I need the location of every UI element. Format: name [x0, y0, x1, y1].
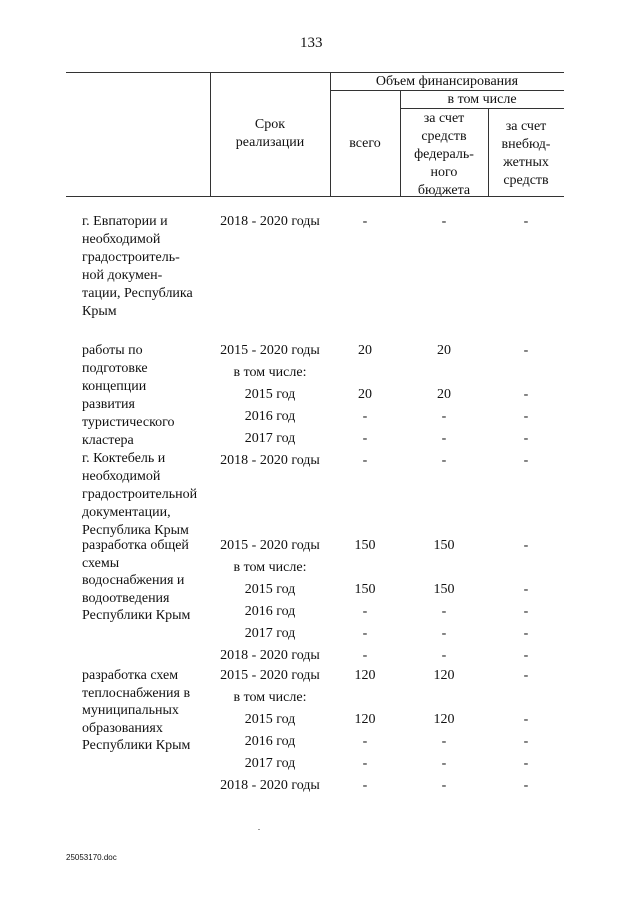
extrabudget-cell: -: [523, 604, 529, 619]
total-cell: -: [362, 778, 368, 793]
extrabudget-cell: -: [523, 453, 529, 468]
period-cell: 2017 год: [244, 431, 296, 446]
item-name-line: работы по: [82, 343, 143, 358]
item-name-line: водоотведения: [82, 590, 170, 606]
total-header: всего: [349, 136, 381, 151]
item-name-line: необходимой: [82, 232, 161, 247]
period-cell: 2018 - 2020 годы: [220, 214, 320, 229]
extrabudget-header-line: жетных: [503, 155, 549, 170]
item-name-line: образованиях: [82, 720, 163, 736]
total-cell: 150: [354, 582, 376, 597]
extrabudget-header-line: средств: [503, 173, 549, 188]
total-cell: -: [362, 648, 368, 663]
item-name-line: г. Коктебель и: [82, 451, 166, 466]
extrabudget-cell: -: [523, 626, 529, 641]
total-cell: 150: [354, 538, 376, 553]
including-header: в том числе: [447, 92, 517, 107]
extrabudget-cell: -: [523, 387, 529, 402]
federal-cell: -: [441, 409, 447, 424]
item-name-line: Республики Крым: [82, 608, 191, 623]
item-name-line: развития: [82, 397, 135, 412]
item-name-line: г. Евпатории и: [82, 214, 168, 229]
item-name-line: концепции: [82, 379, 147, 394]
item-name-line: подготовке: [82, 361, 148, 376]
period-cell: 2016 год: [244, 734, 296, 749]
period-cell: в том числе:: [233, 560, 307, 575]
federal-cell: -: [441, 453, 447, 468]
period-cell: 2017 год: [244, 756, 296, 771]
period-header: [210, 116, 330, 152]
extrabudget-header-line: внебюд-: [501, 137, 551, 152]
federal-cell: -: [441, 778, 447, 793]
period-cell: 2015 - 2020 годы: [220, 538, 320, 553]
federal-cell: -: [441, 734, 447, 749]
period-cell: 2016 год: [244, 604, 296, 619]
extrabudget-cell: -: [523, 409, 529, 424]
extrabudget-cell: -: [523, 538, 529, 553]
total-cell: -: [362, 756, 368, 771]
item-name-line: ной докумен-: [82, 268, 163, 283]
extrabudget-header: [488, 118, 564, 190]
period-cell: 2015 - 2020 годы: [220, 668, 320, 683]
item-name-line: необходимой: [82, 469, 161, 484]
item-name-line: градостроитель-: [82, 250, 180, 265]
federal-cell: 150: [433, 538, 455, 553]
period-cell: 2017 год: [244, 626, 296, 641]
federal-cell: -: [441, 214, 447, 229]
total-cell: 20: [358, 387, 372, 402]
period-cell: 2016 год: [244, 409, 296, 424]
item-name-line: водоснабжения и: [82, 573, 185, 588]
page-number: 133: [300, 35, 323, 51]
period-cell: 2018 - 2020 годы: [220, 453, 320, 468]
period-cell: 2018 - 2020 годы: [220, 778, 320, 793]
period-cell: 2015 год: [244, 582, 296, 597]
extrabudget-cell: -: [523, 712, 529, 727]
federal-cell: -: [441, 648, 447, 663]
page-artifact: [258, 829, 260, 830]
item-name-line: Крым: [82, 304, 117, 319]
item-name-line: кластера: [82, 433, 134, 448]
extrabudget-cell: -: [523, 582, 529, 597]
total-cell: 120: [354, 712, 376, 727]
item-name-line: Республика Крым: [82, 523, 189, 538]
total-cell: -: [362, 214, 368, 229]
federal-cell: -: [441, 756, 447, 771]
total-cell: -: [362, 734, 368, 749]
extrabudget-cell: -: [523, 431, 529, 446]
period-cell: 2015 год: [244, 712, 296, 727]
extrabudget-cell: -: [523, 778, 529, 793]
extrabudget-cell: -: [523, 756, 529, 771]
extrabudget-cell: -: [523, 214, 529, 229]
federal-cell: -: [441, 431, 447, 446]
extrabudget-cell: -: [523, 734, 529, 749]
funding-header: Объем финансирования: [375, 74, 519, 89]
header-bottom-rule: [66, 196, 564, 197]
federal-cell: 120: [433, 712, 455, 727]
item-name-line: Республики Крым: [82, 738, 191, 753]
federal-header: [400, 110, 488, 200]
item-name-line: тации, Республика: [82, 286, 193, 301]
item-name-line: туристического: [82, 415, 175, 430]
federal-cell: -: [441, 626, 447, 641]
federal-cell: -: [441, 604, 447, 619]
period-cell: 2018 - 2020 годы: [220, 648, 320, 663]
total-cell: -: [362, 453, 368, 468]
federal-header-line: за счет: [423, 111, 465, 126]
period-cell: в том числе:: [233, 690, 307, 705]
item-name-line: муниципальных: [82, 703, 179, 718]
federal-header-line: средств: [421, 129, 467, 144]
extrabudget-cell: -: [523, 668, 529, 683]
federal-header-line: федераль-: [414, 147, 474, 162]
extrabudget-cell: -: [523, 648, 529, 663]
federal-cell: 20: [437, 343, 451, 358]
item-name-line: градостроительной: [82, 487, 198, 502]
item-name-line: разработка схем: [82, 668, 179, 683]
federal-header-line: ного: [430, 165, 458, 180]
item-name-line: схемы: [82, 555, 120, 571]
item-name-line: документации,: [82, 505, 171, 520]
federal-cell: 150: [433, 582, 455, 597]
federal-cell: 120: [433, 668, 455, 683]
total-cell: 20: [358, 343, 372, 358]
total-cell: 120: [354, 668, 376, 683]
federal-cell: 20: [437, 387, 451, 402]
item-name-line: разработка общей: [82, 538, 189, 553]
extrabudget-cell: -: [523, 343, 529, 358]
total-cell: -: [362, 604, 368, 619]
item-name-line: теплоснабжения в: [82, 685, 191, 701]
total-cell: -: [362, 431, 368, 446]
total-cell: -: [362, 409, 368, 424]
footer-filename: 25053170.doc: [66, 853, 117, 862]
period-cell: в том числе:: [233, 365, 307, 380]
period-header-line: Срок: [254, 117, 286, 132]
period-cell: 2015 - 2020 годы: [220, 343, 320, 358]
period-cell: 2015 год: [244, 387, 296, 402]
federal-header-line: бюджета: [417, 183, 471, 198]
period-header-line: реализации: [235, 135, 305, 150]
extrabudget-header-line: за счет: [505, 119, 547, 134]
total-cell: -: [362, 626, 368, 641]
